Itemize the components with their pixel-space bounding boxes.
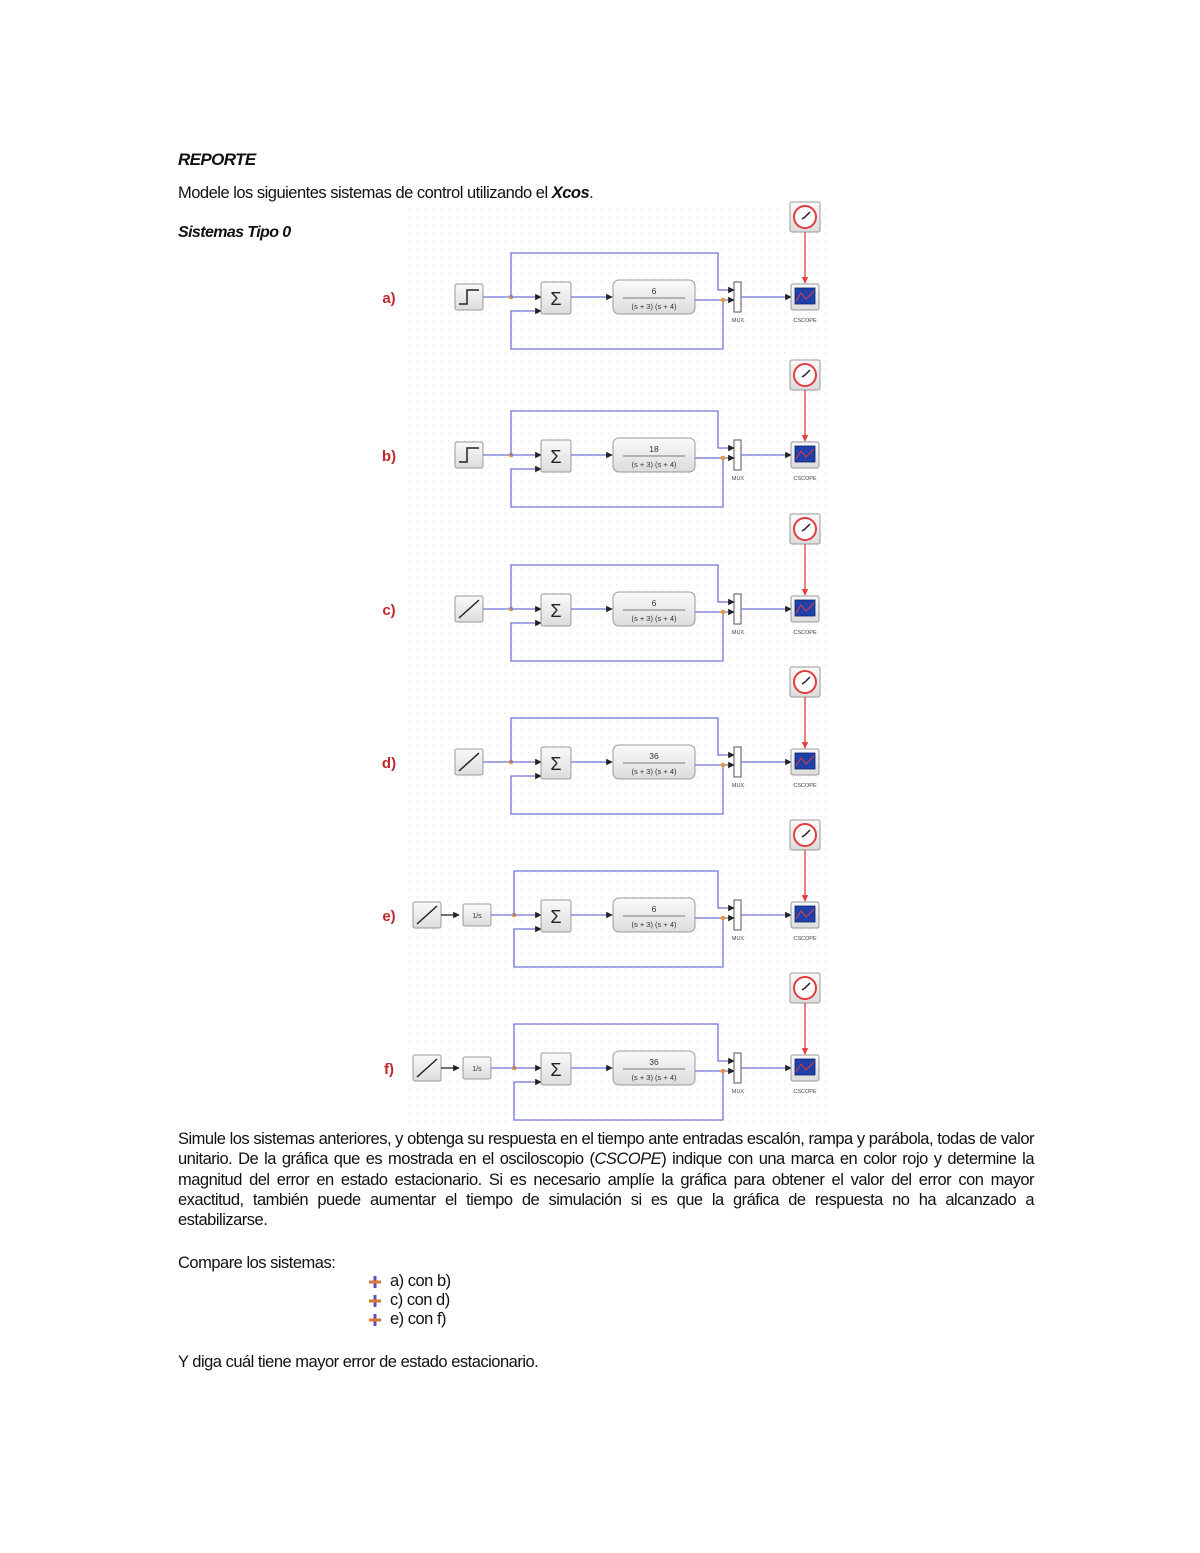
tf-denominator: (s + 3) (s + 4) — [631, 614, 677, 623]
diagram-label: e) — [382, 908, 396, 925]
scope-screen-icon — [795, 446, 815, 462]
mux-block — [734, 900, 741, 930]
compare-item-text: c) con d) — [390, 1291, 450, 1309]
mux-label: MUX — [731, 936, 745, 942]
scope-screen-icon — [795, 288, 815, 304]
bullet-plus-icon — [368, 1294, 382, 1308]
intro-prefix: Modele los siguientes sistemas de control utilizando el — [178, 184, 552, 202]
cscope-label: CSCOPE — [793, 630, 817, 636]
intro-suffix: . — [589, 184, 594, 202]
instructions-scope-name: CSCOPE — [594, 1150, 662, 1169]
subheading-tipo-0: Sistemas Tipo 0 — [178, 224, 291, 241]
integrator-label: 1/s — [472, 913, 482, 920]
report-heading: REPORTE — [178, 150, 256, 169]
split-point — [721, 298, 726, 303]
instructions-paragraph — [178, 1129, 1034, 1230]
diagram-label: c) — [382, 602, 396, 619]
tf-denominator: (s + 3) (s + 4) — [631, 920, 677, 929]
split-point — [721, 763, 726, 768]
intro-tool-name: Xcos — [551, 184, 590, 202]
bullet-plus-icon — [368, 1275, 382, 1289]
diagram-label: a) — [382, 290, 396, 307]
integrator-label: 1/s — [472, 1066, 482, 1073]
sigma-icon: Σ — [550, 754, 562, 774]
canvas-grid-background — [405, 203, 830, 1123]
bullet-plus-icon — [368, 1313, 382, 1327]
sigma-icon: Σ — [550, 1060, 562, 1080]
tf-denominator: (s + 3) (s + 4) — [631, 1073, 677, 1082]
mux-block — [734, 747, 741, 777]
compare-item — [368, 1310, 451, 1329]
compare-item — [368, 1272, 451, 1291]
compare-item-text: a) con b) — [390, 1272, 451, 1290]
compare-list — [368, 1272, 451, 1329]
cscope-label: CSCOPE — [793, 476, 817, 482]
sigma-icon: Σ — [550, 447, 562, 467]
sigma-icon: Σ — [550, 289, 562, 309]
tf-numerator: 36 — [649, 751, 659, 761]
scope-screen-icon — [795, 753, 815, 769]
sigma-icon: Σ — [550, 601, 562, 621]
tf-denominator: (s + 3) (s + 4) — [631, 460, 677, 469]
diagram-label: b) — [381, 448, 397, 465]
conclusion-sentence: Y diga cuál tiene mayor error de estado estacionario. — [178, 1353, 539, 1371]
split-point — [721, 610, 726, 615]
split-point — [721, 456, 726, 461]
diagram-label: f) — [384, 1061, 394, 1078]
compare-item-text: e) con f) — [390, 1310, 447, 1328]
instructions-text-1: Simule los sistemas anteriores, y obtenga su respuesta en el tiempo ante entradas escalón, rampa y parábola, todas de valor unitario. De la gráfica que es mostrada en el osciloscopio ( — [178, 1130, 1034, 1169]
cscope-label: CSCOPE — [793, 318, 817, 324]
mux-block — [734, 594, 741, 624]
step-input-block — [455, 284, 483, 310]
tf-numerator: 6 — [651, 904, 657, 914]
mux-label: MUX — [731, 630, 745, 636]
tf-numerator: 18 — [649, 444, 659, 454]
step-input-block — [455, 442, 483, 468]
scope-screen-icon — [795, 600, 815, 616]
scope-screen-icon — [795, 906, 815, 922]
mux-block — [734, 282, 741, 312]
tf-numerator: 6 — [651, 598, 657, 608]
scope-screen-icon — [795, 1059, 815, 1075]
mux-label: MUX — [731, 783, 745, 789]
cscope-label: CSCOPE — [793, 936, 817, 942]
mux-label: MUX — [731, 318, 745, 324]
split-point — [721, 1069, 726, 1074]
tf-numerator: 6 — [651, 286, 657, 296]
mux-label: MUX — [731, 1089, 745, 1095]
cscope-label: CSCOPE — [793, 783, 817, 789]
mux-label: MUX — [731, 476, 745, 482]
sigma-icon: Σ — [550, 907, 562, 927]
compare-heading: Compare los sistemas: — [178, 1254, 336, 1272]
cscope-label: CSCOPE — [793, 1089, 817, 1095]
mux-block — [734, 440, 741, 470]
split-point — [721, 916, 726, 921]
instructions-text-2: ) indique con una marca en color rojo y determine la magnitud del error en estado estacionario. Si es necesario amplíe la gráfica para obtener el valor del error con mayor exactitud, también puede aumentar el tiempo de simulación si es que la gráfica de respuesta no ha alcanzado a estabilizarse. — [178, 1150, 1034, 1230]
diagram-label: d) — [381, 755, 397, 772]
mux-block — [734, 1053, 741, 1083]
tf-numerator: 36 — [649, 1057, 659, 1067]
tf-denominator: (s + 3) (s + 4) — [631, 767, 677, 776]
compare-item — [368, 1291, 451, 1310]
tf-denominator: (s + 3) (s + 4) — [631, 302, 677, 311]
